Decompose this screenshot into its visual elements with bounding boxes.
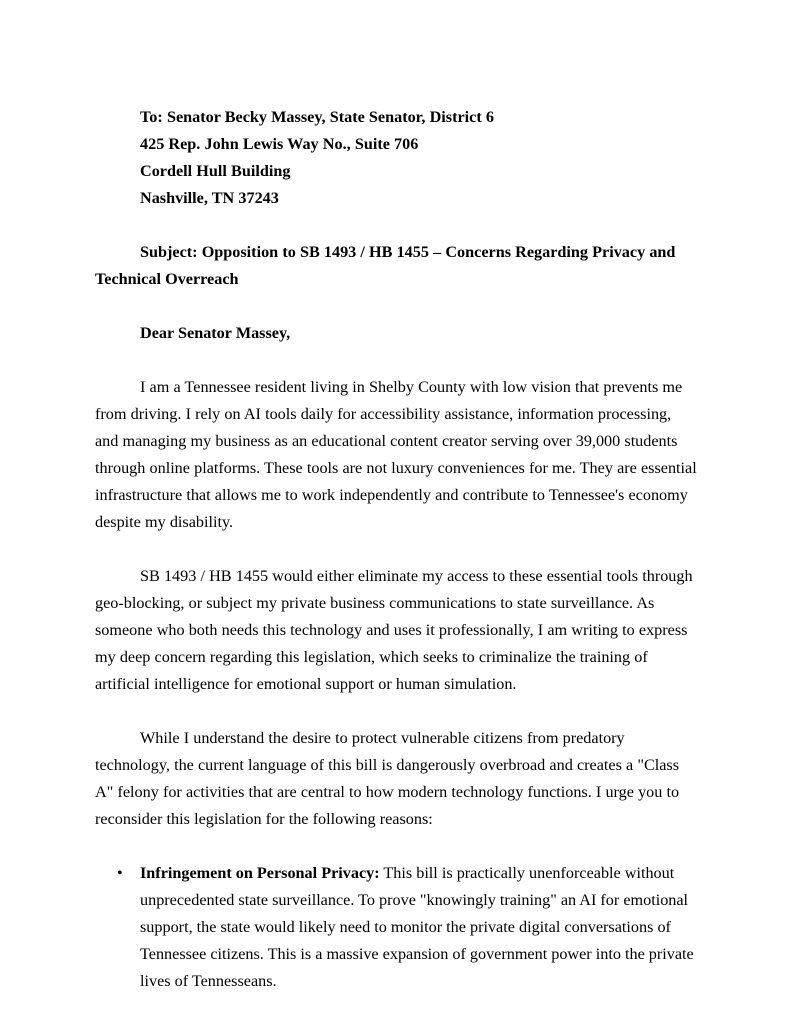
- body-paragraph-2: SB 1493 / HB 1455 would either eliminate my access to these essential tools through geo-blocking, or subject my private business communications to state surveillance. As someone who both needs this technology and uses it professionally, I am writing to express my deep concern regarding this legislation, which seeks to criminalize the training of artificial intelligence for emotional support or human simulation.: [95, 567, 693, 693]
- document-body: [95, 104, 697, 995]
- list-item-lead-in: Infringement on Personal Privacy:: [140, 864, 380, 882]
- spacer-after-salutation: [95, 347, 697, 374]
- recipient-block: [95, 104, 697, 212]
- recipient-line-city-state-zip: Nashville, TN 37243: [140, 189, 279, 207]
- list-item-text: This bill is practically unenforceable without unprecedented state surveillance. To prove "knowingly training" an AI for emotional support, the state would likely need to monitor the private digital conversations of Tennessee citizens. This is a massive expansion of government power into the private lives of Tennesseans.: [140, 864, 694, 990]
- spacer-after-subject: [95, 293, 697, 320]
- spacer-after-paragraph-1: [95, 536, 697, 563]
- body-paragraph-1: I am a Tennessee resident living in Shelby County with low vision that prevents me from driving. I rely on AI tools daily for accessibility assistance, information processing, and managing my business as an educational content creator serving over 39,000 students through online platforms. These tools are not luxury conveniences for me. They are essential infrastructure that allows me to work independently and contribute to Tennessee's economy despite my disability.: [95, 378, 697, 531]
- spacer-after-paragraph-3: [95, 833, 697, 860]
- reasons-list: [95, 860, 697, 995]
- recipient-line-building: Cordell Hull Building: [140, 162, 291, 180]
- spacer-after-recipient: [95, 212, 697, 239]
- recipient-line-to: To: Senator Becky Massey, State Senator, District 6: [140, 108, 494, 126]
- list-item: [95, 860, 697, 995]
- subject-line: Subject: Opposition to SB 1493 / HB 1455 – Concerns Regarding Privacy and Technical Overreach: [95, 243, 676, 288]
- body-paragraph-3: While I understand the desire to protect vulnerable citizens from predatory technology, the current language of this bill is dangerously overbroad and creates a "Class A" felony for activities that are central to how modern technology functions. I urge you to reconsider this legislation for the following reasons:: [95, 729, 680, 828]
- bullet-point-icon: •: [117, 864, 123, 882]
- salutation: Dear Senator Massey,: [140, 324, 291, 342]
- spacer-after-paragraph-2: [95, 698, 697, 725]
- recipient-line-street: 425 Rep. John Lewis Way No., Suite 706: [140, 135, 419, 153]
